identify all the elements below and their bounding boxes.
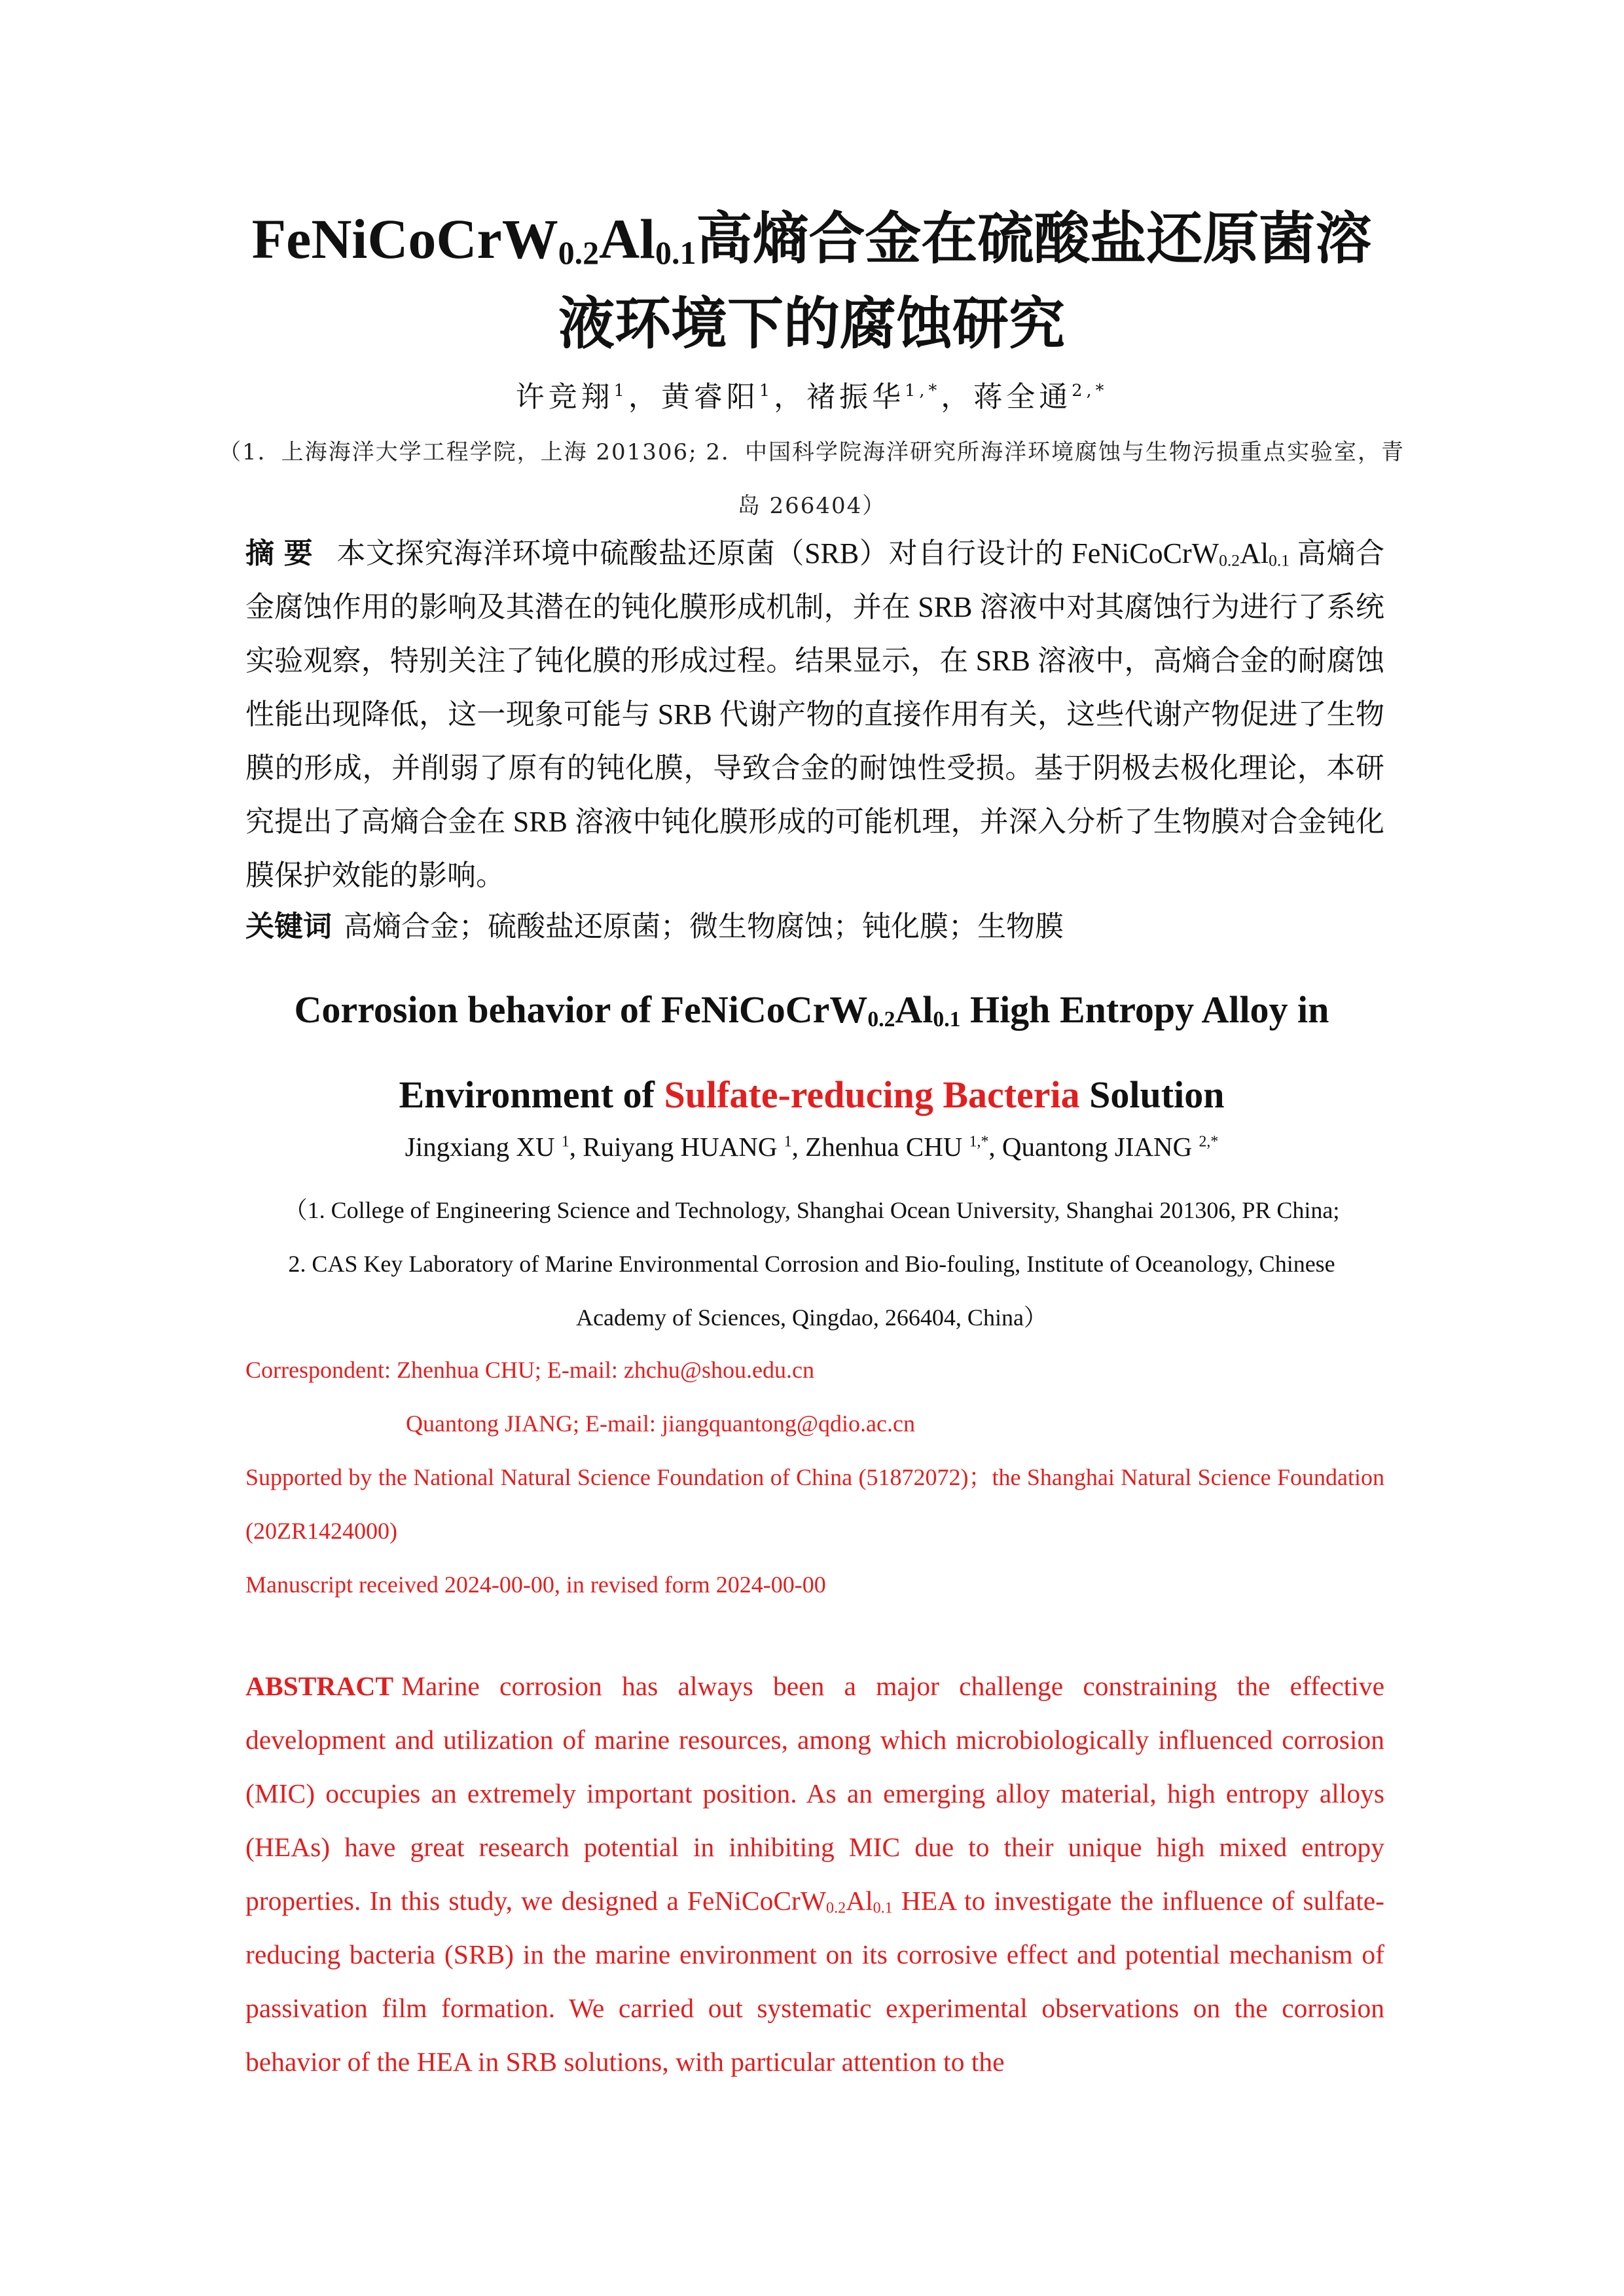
author-separator: ， (774, 380, 807, 414)
title-text: Environment of (399, 1073, 664, 1116)
abstract-text: 本文探究海洋环境中硫酸盐还原菌（SRB）对自行设计的 FeNiCoCrW (336, 537, 1219, 569)
abstract-text: 高熵合金腐蚀作用的影响及其潜在的钝化膜形成机制，并在 SRB 溶液中对其腐蚀行为进行了系统实验观察，特别关注了钝化膜的形成过程。结果显示，在 SRB 溶液中，高熵合金的耐腐蚀性能出现降低，这一现象可能与 SRB 代谢产物的直接作用有关，这些代谢产物促进了生物膜的形成，并削弱了原有的钝化膜，导致合金的耐蚀性受损。基于阴极去极化理论，本研究提出了高熵合金在 SRB 溶液中钝化膜形成的可能机理，并深入分析了生物膜对合金钝化膜保护效能的影响。 (245, 537, 1384, 891)
author-name: Ruiyang HUANG (583, 1132, 778, 1162)
title-formula-al: Al (599, 207, 656, 270)
title-subscript: 0.2 (558, 234, 600, 271)
author-name: 褚振华 (806, 380, 905, 414)
formula-subscript: 0.2 (1219, 550, 1240, 570)
funding-statement: Supported by the National Natural Science Foundation of China (51872072)；the Shanghai Natural Science Foundation (20ZR1424000) (245, 1464, 1384, 1544)
affiliation-line: Academy of Sciences, Qingdao, 266404, China） (576, 1304, 1047, 1331)
abstract-label: ABSTRACT (245, 1671, 394, 1701)
keywords-label: 关键词 (245, 910, 332, 942)
formula-subscript: 0.2 (826, 1899, 846, 1917)
title-formula-al: Al (895, 988, 933, 1031)
author-affil-marker: 1 (613, 381, 628, 401)
title-text: 高熵合金在硫酸盐还原菌溶 (696, 207, 1372, 270)
author-affil-marker: 1 (759, 381, 774, 401)
author-name: Quantong JIANG (1001, 1132, 1193, 1162)
abstract-text: HEA to investigate the influence of sulfate-reducing bacteria (SRB) in the marine environment on its corrosive effect and potential mechanism of passivation film formation. We carried out systematic experimental observations on the corrosion behavior of the HEA in SRB solutions, with particular attention to the (245, 1886, 1384, 2077)
author-affil-marker: 1 (784, 1133, 792, 1151)
chinese-title (216, 196, 1407, 367)
formula-subscript: 0.1 (873, 1899, 893, 1917)
author-affil-marker: 1,* (969, 1133, 989, 1151)
chinese-authors (216, 373, 1407, 415)
formula-al: Al (846, 1886, 873, 1916)
author-name: 黄睿阳 (660, 380, 759, 414)
title-text: High Entropy Alloy in (960, 988, 1329, 1031)
english-abstract (245, 1659, 1384, 2089)
english-title-line-2 (216, 1052, 1407, 1138)
author-affil-marker: 1,* (905, 381, 941, 401)
author-name: 蒋全通 (973, 380, 1072, 414)
author-affil-marker: 2,* (1072, 381, 1108, 401)
author-separator: ， (941, 380, 974, 414)
correspondent-line-2: Quantong JIANG; E-mail: jiangquantong@qdio.ac.cn (406, 1410, 915, 1437)
chinese-abstract (245, 527, 1384, 903)
author-affil-marker: 2,* (1199, 1133, 1219, 1151)
abstract-label: 摘要 (245, 537, 323, 569)
author-name: Zhenhua CHU (805, 1132, 963, 1162)
title-text: Solution (1079, 1073, 1225, 1116)
manuscript-dates: Manuscript received 2024-00-00, in revised form 2024-00-00 (245, 1571, 826, 1598)
title-subscript: 0.1 (933, 1007, 961, 1032)
english-title-line-1 (216, 967, 1407, 1052)
author-affil-marker: 1 (561, 1133, 569, 1151)
english-affiliation (216, 1183, 1407, 1344)
correspondent-line-1: Correspondent: Zhenhua CHU; E-mail: zhchu@shou.edu.cn (245, 1357, 814, 1383)
author-separator: ， (628, 380, 661, 414)
chinese-keywords (245, 900, 1384, 954)
title-subscript: 0.2 (867, 1007, 895, 1032)
abstract-text: Marine corrosion has always been a major challenge constraining the effective development and utilization of marine resources, among which microbiologically influenced corrosion (MIC) occupies an extremely important position. As an emerging alloy material, high entropy alloys (HEAs) have great research potential in inhibiting MIC due to their unique high mixed entropy properties. In this study, we designed a FeNiCoCrW (245, 1671, 1384, 1916)
author-name: Jingxiang XU (405, 1132, 555, 1162)
formula-subscript: 0.1 (1269, 550, 1290, 570)
title-formula: FeNiCoCrW (251, 207, 558, 270)
chinese-title-line-2: 液环境下的腐蚀研究 (558, 293, 1065, 355)
affiliation-line: 2. CAS Key Laboratory of Marine Environmental Corrosion and Bio-fouling, Institute of Oceanology, Chinese (288, 1251, 1335, 1277)
formula-al: Al (1240, 537, 1269, 569)
english-title (216, 967, 1407, 1138)
author-name: 许竞翔 (515, 380, 614, 414)
title-subscript: 0.1 (655, 234, 696, 271)
keywords-text: 高熵合金；硫酸盐还原菌；微生物腐蚀；钝化膜；生物膜 (344, 910, 1064, 942)
chinese-affiliation: （1．上海海洋大学工程学院，上海 201306; 2．中国科学院海洋研究所海洋环境腐蚀与生物污损重点实验室，青岛 266404） (218, 439, 1405, 519)
chinese-title-line-1 (216, 196, 1407, 281)
affiliation-line: （1. College of Engineering Science and Technology, Shanghai Ocean University, Shanghai 201306, PR China; (283, 1197, 1340, 1223)
english-authors: Jingxiang XU $^1$, Ruiyang HUANG $^1$, Zhenhua CHU $^{1,*}$, Quantong JIANG $^{2,*}$ (405, 1132, 1219, 1162)
title-highlight: Sulfate-reducing Bacteria (664, 1073, 1080, 1116)
title-text: Corrosion behavior of FeNiCoCrW (294, 988, 868, 1031)
